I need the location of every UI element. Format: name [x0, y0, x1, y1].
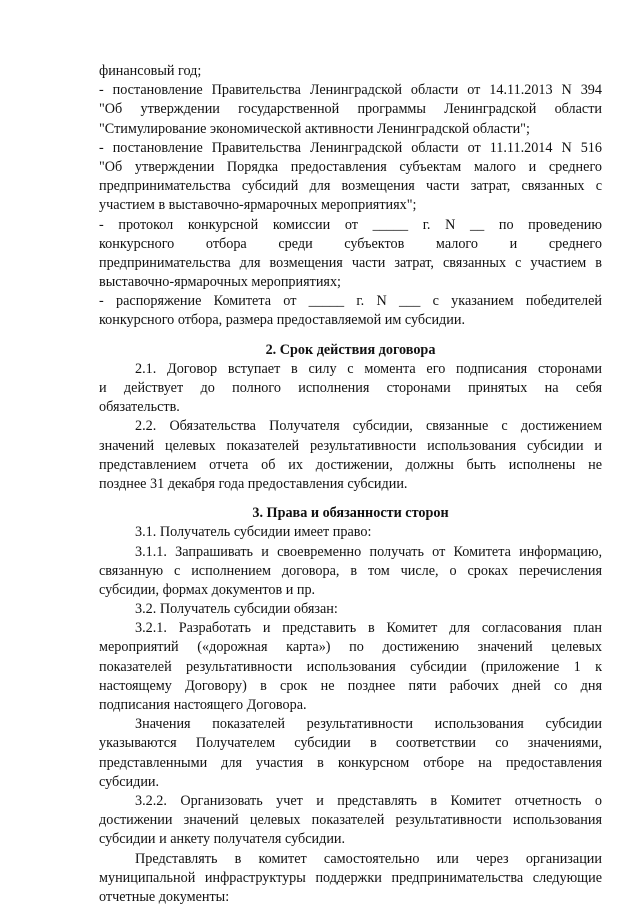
text-line: муниципальной инфраструктуры поддержки предпринимательства следующие [99, 869, 602, 886]
text-line: выставочно-ярмарочных мероприятиях; [99, 274, 341, 291]
text-line: - постановление Правительства Ленинградской области от 11.11.2014 N 516 [99, 139, 602, 156]
text-line: "Об утверждении Порядка предоставления субъектам малого и среднего [99, 158, 602, 175]
text-line: "Стимулирование экономической активности Ленинградской области"; [99, 120, 530, 137]
text-line: конкурсного отбора, размера предоставляемой им субсидии. [99, 312, 465, 329]
text-line: 3.1.1. Запрашивать и своевременно получать от Комитета информацию, [135, 543, 602, 560]
spacer [99, 494, 602, 504]
text-line: - распоряжение Комитета от _____ г. N ___ с указанием победителей [99, 293, 602, 310]
text-line: предпринимательства для возмещения части затрат, связанных с участием в [99, 254, 602, 271]
text-line: 3.2.2. Организовать учет и представлять в Комитет отчетность о [135, 792, 602, 809]
text-line: подписания настоящего Договора. [99, 697, 307, 713]
text-line: представлением отчета об их достижении, должны быть исполнены не [99, 456, 602, 473]
text-line: настоящему Договору) в срок не позднее пяти рабочих дней со дня [99, 677, 602, 694]
text-line: - протокол конкурсной комиссии от _____ г. N __ по проведению [99, 216, 602, 233]
document-body [99, 62, 602, 907]
text-line: конкурсного отбора среди субъектов малого и среднего [99, 235, 602, 252]
text-line: и действует до полного исполнения сторонами принятых на себя [99, 380, 602, 396]
text-line: 2.1. Договор вступает в силу с момента его подписания сторонами [135, 360, 602, 377]
text-line: субсидии и анкету получателя субсидии. [99, 831, 346, 848]
text-line: субсидии. [99, 773, 160, 790]
text-line: "Об утверждении государственной программы Ленинградской области [99, 101, 602, 118]
text-line: позднее 31 декабря года предоставления субсидии. [99, 475, 408, 492]
text-line: Представлять в комитет самостоятельно или через организации [135, 850, 602, 867]
text-line: мероприятий («дорожная карта») по достижению значений целевых [99, 639, 602, 656]
section-heading-2: 2. Срок действия договора [265, 341, 436, 358]
text-line: отчетные документы: [99, 888, 230, 905]
text-line: - постановление Правительства Ленинградской области от 14.11.2013 N 394 [99, 82, 602, 99]
text-line: достижении значений целевых показателей результативности использования [99, 812, 602, 829]
text-line: финансовый год; [99, 63, 202, 79]
text-line: предпринимательства субсидий для возмещения части затрат, связанных с [99, 178, 602, 195]
text-line: показателей результативности использования субсидии (приложение 1 к [99, 658, 602, 675]
text-line: Значения показателей результативности использования субсидии [135, 716, 602, 733]
text-line: 3.1. Получатель субсидии имеет право: [135, 524, 372, 541]
text-line: 3.2. Получатель субсидии обязан: [135, 601, 338, 618]
text-line: 2.2. Обязательства Получателя субсидии, связанные с достижением [135, 418, 602, 435]
text-line: значений целевых показателей результативности использования субсидии и [99, 437, 602, 454]
section-heading-3: 3. Права и обязанности сторон [252, 505, 449, 522]
text-line: субсидии, формах документов и пр. [99, 581, 316, 598]
text-line: обязательств. [99, 399, 180, 416]
text-line: представленными для участия в конкурсном отборе на предоставления [99, 754, 602, 771]
text-line: указываются Получателем субсидии в соответствии со значениями, [99, 735, 602, 752]
text-line: 3.2.1. Разработать и представить в Комитет для согласования план [135, 620, 602, 637]
text-line: участием в выставочно-ярмарочных мероприятиях"; [99, 197, 417, 214]
spacer [99, 331, 602, 341]
text-line: связанную с исполнением договора, в том числе, о сроках перечисления [99, 562, 602, 579]
